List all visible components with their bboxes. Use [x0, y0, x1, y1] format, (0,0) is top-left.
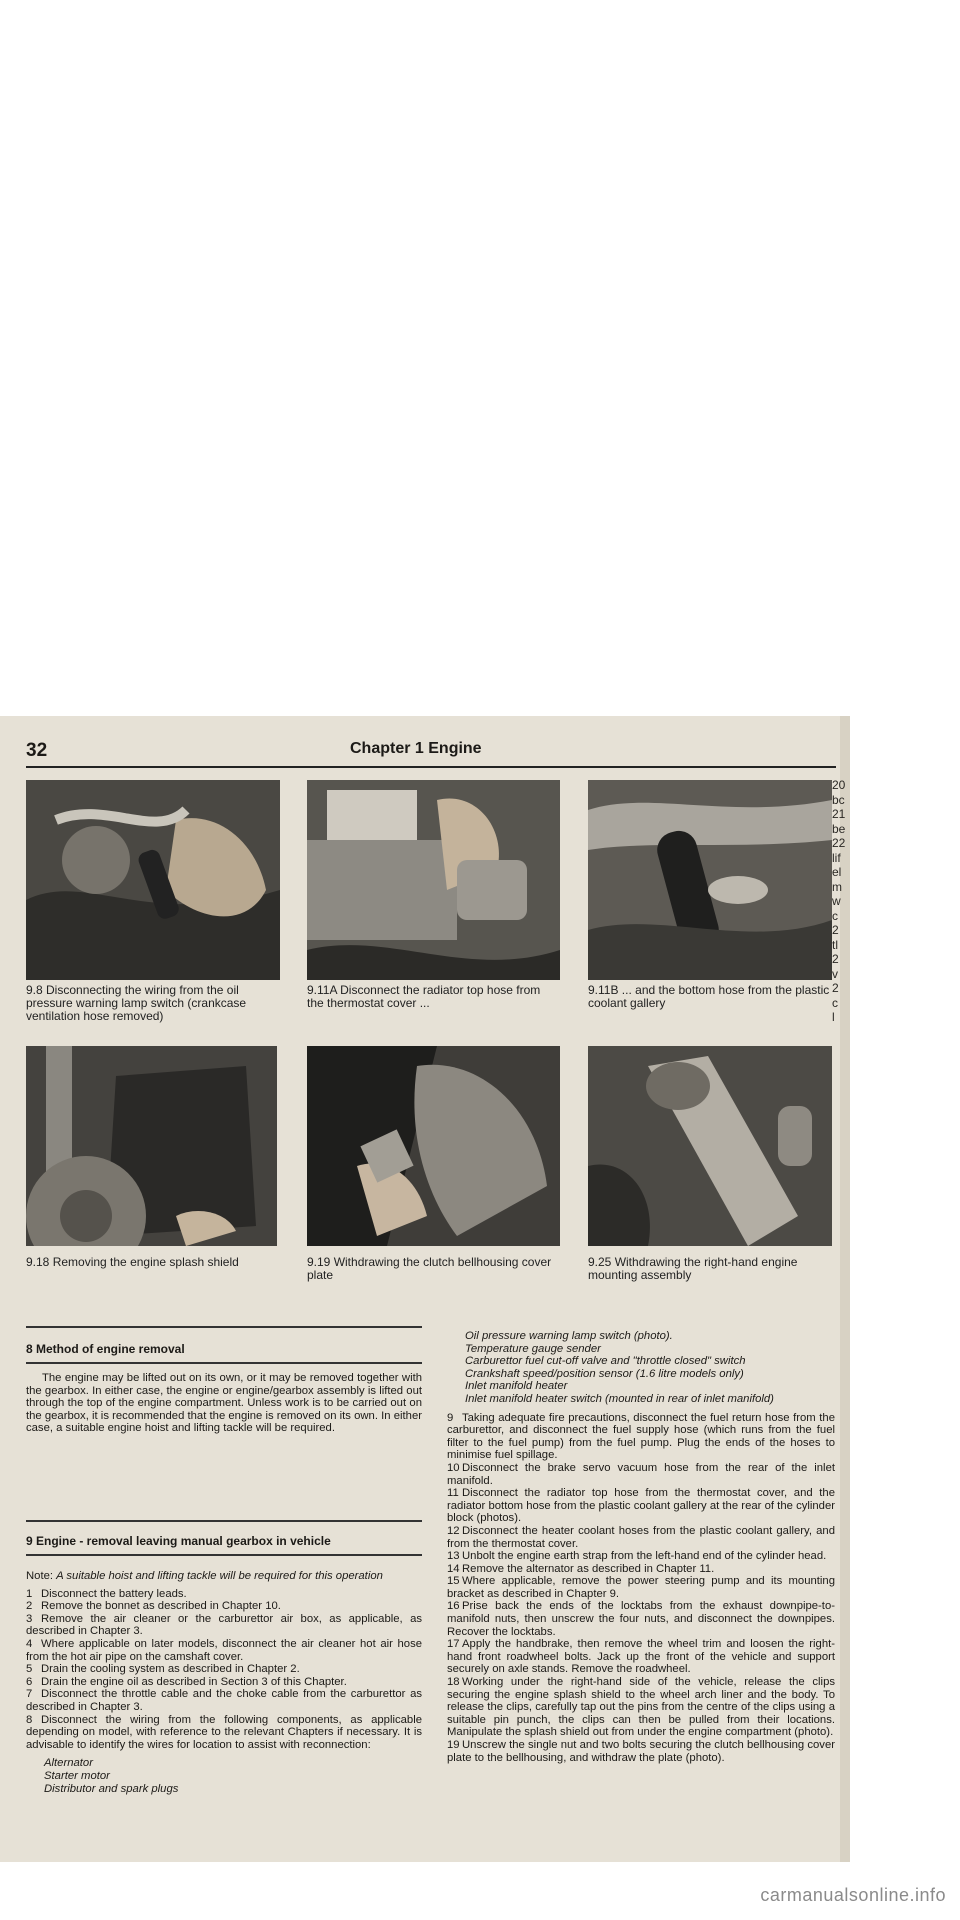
step-1: 1 Disconnect the battery leads. [26, 1587, 187, 1600]
step-6: 6 Drain the engine oil as described in Section 3 of this Chapter. [26, 1675, 347, 1688]
section-8-rule-bottom [26, 1362, 422, 1364]
step-18: 18 Working under the right-hand side of the vehicle, release the clips securing the engine splash shield to the wheel arch liner and the body. To release the clips, carefully tap out the pins from the centre of the clips using a suitable pin punch, the clips can then be pulled from their locations. Manipulate the splash shield out from under the engine compartment (photo). [447, 1676, 835, 1739]
caption-9-25: 9.25 Withdrawing the right-hand engine mounting assembly [588, 1255, 798, 1282]
step-16: 16 Prise back the ends of the locktabs from the exhaust downpipe-to-manifold nuts, then unscrew the four nuts, and disconnect the downpipes. Recover the locktabs. [447, 1600, 835, 1638]
caption-9-19: 9.19 Withdrawing the clutch bellhousing cover plate [307, 1255, 552, 1282]
section-9-rule-bottom [26, 1554, 422, 1556]
section-9-note [26, 1570, 422, 1583]
step-14: 14 Remove the alternator as described in Chapter 11. [447, 1562, 715, 1575]
caption-9-18: 9.18 Removing the engine splash shield [26, 1255, 239, 1269]
photo-9-8 [26, 780, 280, 980]
caption-9-11a: 9.11A Disconnect the radiator top hose from the thermostat cover ... [307, 983, 541, 1010]
list-item: Alternator [44, 1757, 93, 1770]
watermark: carmanualsonline.info [760, 1885, 946, 1905]
caption-9-8: 9.8 Disconnecting the wiring from the oil pressure warning lamp switch (crankcase ventilation hose removed) [26, 983, 247, 1023]
step-4: 4 Where applicable on later models, disconnect the air cleaner hot air hose from the hot air pipe on the camshaft cover. [26, 1637, 422, 1663]
step-3: 3 Remove the air cleaner or the carburettor air box, as applicable, as described in Chapter 3. [26, 1612, 422, 1638]
section-9-title: 9 Engine - removal leaving manual gearbox in vehicle [26, 1534, 331, 1548]
photo-9-11b [588, 780, 832, 980]
list-item: Crankshaft speed/position sensor (1.6 litre models only) [465, 1367, 744, 1380]
step-11: 11 Disconnect the radiator top hose from the thermostat cover, and the radiator bottom hose from the plastic coolant gallery at the rear of the cylinder block (photos). [447, 1487, 835, 1525]
step-19: 19 Unscrew the single nut and two bolts securing the clutch bellhousing cover plate to the bellhousing, and withdraw the plate (photo). [447, 1739, 835, 1764]
step-15: 15 Where applicable, remove the power steering pump and its mounting bracket as described in Chapter 9. [447, 1575, 835, 1600]
section-8-title: 8 Method of engine removal [26, 1342, 185, 1356]
list-item: Temperature gauge sender [465, 1342, 601, 1355]
list-item: Distributor and spark plugs [44, 1782, 179, 1795]
section-9-rule-top [26, 1520, 422, 1522]
component-list-right [465, 1330, 835, 1406]
list-item: Carburettor fuel cut-off valve and "throttle closed" switch [465, 1355, 746, 1368]
section-9-left-column [26, 1570, 422, 1795]
photo-9-19 [307, 1046, 560, 1246]
section-8-paragraph: The engine may be lifted out on its own, or it may be removed together with the gearbox. In either case, the engine or engine/gearbox assembly is lifted out through the top of the engine compartment. Unless work is to be carried out on the gearbox, it is recommended that the engine is removed on its own. In either case, a suitable engine hoist and lifting tackle will be required. [26, 1372, 422, 1435]
page-number: 32 [26, 740, 48, 761]
photo-9-25 [588, 1046, 832, 1246]
step-12: 12 Disconnect the heater coolant hoses from the plastic coolant gallery, and from the thermostat cover. [447, 1524, 835, 1550]
list-item: Starter motor [44, 1769, 110, 1782]
list-item: Inlet manifold heater [465, 1380, 568, 1393]
step-10: 10 Disconnect the brake servo vacuum hose from the rear of the inlet manifold. [447, 1461, 835, 1487]
note-label: Note: [26, 1570, 54, 1582]
photo-9-18 [26, 1046, 277, 1246]
step-8: 8 Disconnect the wiring from the following components, as applicable depending on model, with reference to the relevant Chapters if necessary. It is advisable to identify the wires for location to assist with reconnection: [26, 1713, 422, 1751]
list-item: Oil pressure warning lamp switch (photo). [465, 1330, 673, 1342]
step-9: 9 Taking adequate fire precautions, disconnect the fuel return hose from the carburettor, and disconnect the fuel supply hose (which runs from the fuel filter to the fuel pump) from the fuel pump. Plug the ends of the hoses to minimise fuel spillage. [447, 1411, 835, 1462]
chapter-title: Chapter 1 Engine [350, 740, 482, 757]
caption-9-11b: 9.11B ... and the bottom hose from the plastic coolant gallery [588, 983, 830, 1010]
component-list-left [44, 1757, 422, 1795]
cutoff-text-fragment: 20 bc 21 be 22 lif el m w c 2 tl 2 v 2 c l [832, 778, 846, 1024]
note-text: A suitable hoist and lifting tackle will be required for this operation [56, 1570, 383, 1582]
step-13: 13 Unbolt the engine earth strap from the left-hand end of the cylinder head. [447, 1550, 827, 1563]
section-9-right-column [447, 1330, 835, 1764]
list-item: Inlet manifold heater switch (mounted in rear of inlet manifold) [465, 1392, 774, 1405]
header-rule [26, 766, 836, 768]
section-8-rule-top [26, 1326, 422, 1328]
step-7: 7 Disconnect the throttle cable and the choke cable from the carburettor as described in Chapter 3. [26, 1688, 422, 1713]
photo-9-11a [307, 780, 560, 980]
step-5: 5 Drain the cooling system as described in Chapter 2. [26, 1663, 300, 1676]
step-2: 2 Remove the bonnet as described in Chapter 10. [26, 1600, 281, 1613]
step-17: 17 Apply the handbrake, then remove the wheel trim and loosen the right-hand front roadwheel bolts. Jack up the front of the vehicle and support securely on axle stands. Remove the roadwheel. [447, 1638, 835, 1676]
section-8-body [26, 1372, 422, 1435]
